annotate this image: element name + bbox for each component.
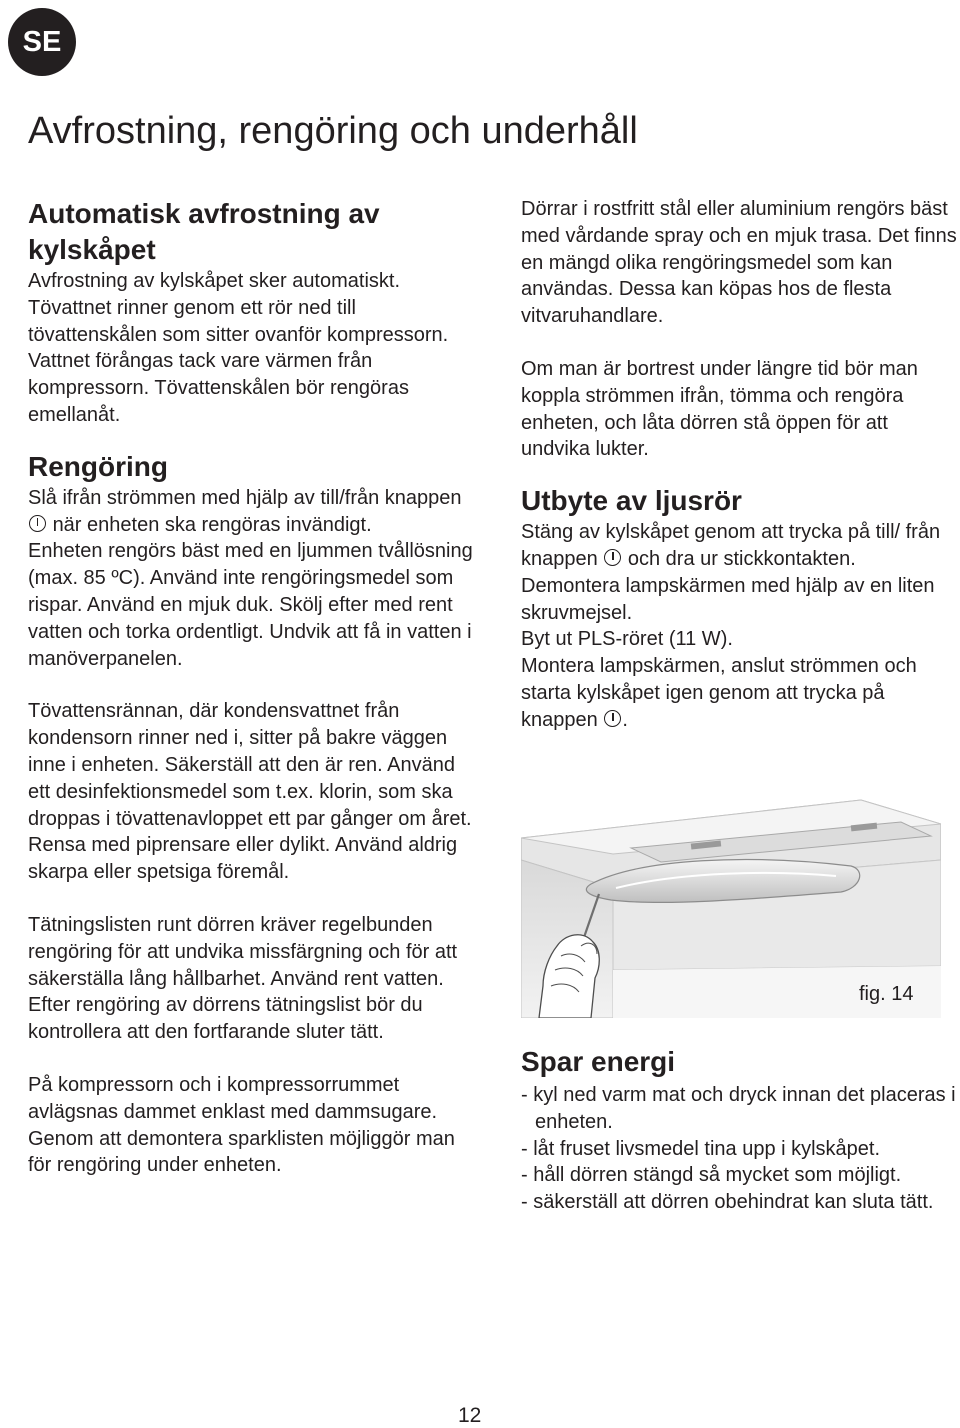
- steel-doors-paragraph: Dörrar i rostfritt stål eller aluminium rengörs bäst med vårdande spray och en mjuk trasa. Det finns en mängd olika rengöringsmedel som kan användas. Dessa kan köpas hos de flesta vitvaruhandlare.: [521, 198, 957, 328]
- power-icon: [29, 515, 46, 532]
- cleaning-paragraph-2: Enheten rengörs bäst med en ljummen tvållösning (max. 85 ºC). Använd inte rengöringsmedel som rispar. Använd en mjuk duk. Skölj efter med rent vatten och torka ordentligt. Undvik att få in vatten i manöverpanelen.: [28, 540, 473, 670]
- left-column: [28, 196, 473, 1179]
- power-icon: [604, 549, 621, 566]
- lamp-step-4-text-b: .: [622, 708, 628, 731]
- cleaning-paragraph-5: På kompressorn och i kompressorrummet avlägsnas dammet enklast med dammsugare. Genom att demontera sparklisten möjliggör man för rengöring under enheten.: [28, 1073, 455, 1177]
- lamp-step-4: [521, 653, 957, 733]
- power-icon: [604, 710, 621, 727]
- auto-defrost-text: Avfrostning av kylskåpet sker automatiskt. Tövattnet rinner genom ett rör ned till tövattenskålen som sitter ovanför kompressorn. Vattnet förångas tack vare värmen från kompressorn. Tövattenskålen bör rengöras emellanåt.: [28, 270, 449, 426]
- lamp-step-1-text-a: Stäng av kylskåpet genom att trycka på till/ från knappen: [521, 521, 941, 570]
- away-paragraph: Om man är bortrest under längre tid bör man koppla strömmen ifrån, tömma och rengöra enheten, och låta dörren stå öppen för att undvika lukter.: [521, 357, 918, 461]
- page-title: Avfrostning, rengöring och underhåll: [28, 110, 638, 152]
- lamp-step-1: [521, 519, 957, 573]
- auto-defrost-heading: Automatisk avfrostning av kylskåpet: [28, 198, 380, 265]
- cleaning-paragraph-4: Tätningslisten runt dörren kräver regelbunden rengöring för att undvika missfärgning och för att säkerställa lång hållbarhet. Använd rent vatten. Efter rengöring av dörrens tätningslist bör du kontrollera att den fortfarande sluter tätt.: [28, 913, 458, 1044]
- right-column: [521, 196, 957, 734]
- lamp-step-3: Byt ut PLS-röret (11 W).: [521, 628, 733, 651]
- cleaning-paragraph-1: [28, 485, 473, 539]
- language-badge: SE: [8, 8, 76, 76]
- lamp-step-1-text-b: och dra ur stickkontakten.: [627, 547, 856, 570]
- lamp-heading: Utbyte av ljusrör: [521, 485, 742, 517]
- figure-caption: fig. 14: [859, 983, 914, 1005]
- cleaning-p1-text-b: när enheten ska rengöras invändigt.: [52, 513, 372, 536]
- lamp-step-2: Demontera lampskärmen med hjälp av en liten skruvmejsel.: [521, 574, 935, 624]
- cleaning-paragraph-3: Tövattensrännan, där kondensvattnet från kondensorn rinner ned i, sitter på bakre väggen inne i enheten. Säkerställ att den är ren. Använd ett desinfektionsmedel som t.ex. klorin, som ska droppas i tövattenavloppet ett par gånger om året. Rensa med piprensare eller dylikt. Använd aldrig skarpa eller spetsiga föremål.: [28, 700, 472, 884]
- list-item: - kyl ned varm mat och dryck innan det placeras i enheten.: [521, 1084, 956, 1133]
- list-item: - säkerställ att dörren obehindrat kan sluta tätt.: [521, 1191, 934, 1214]
- cleaning-heading: Rengöring: [28, 450, 168, 482]
- cleaning-p1-text-a: Slå ifrån strömmen med hjälp av till/från knappen: [28, 486, 462, 509]
- save-energy-heading: Spar energi: [521, 1046, 676, 1077]
- list-item: - håll dörren stängd så mycket som möjligt.: [521, 1164, 902, 1187]
- lamp-step-4-text-a: Montera lampskärmen, anslut strömmen och starta kylskåpet igen genom att trycka på knappen: [521, 655, 917, 731]
- save-energy-section: [521, 1044, 957, 1216]
- save-energy-list: [521, 1082, 957, 1216]
- list-item: - låt fruset livsmedel tina upp i kylskåpet.: [521, 1137, 881, 1160]
- page-number: 12: [458, 1404, 482, 1427]
